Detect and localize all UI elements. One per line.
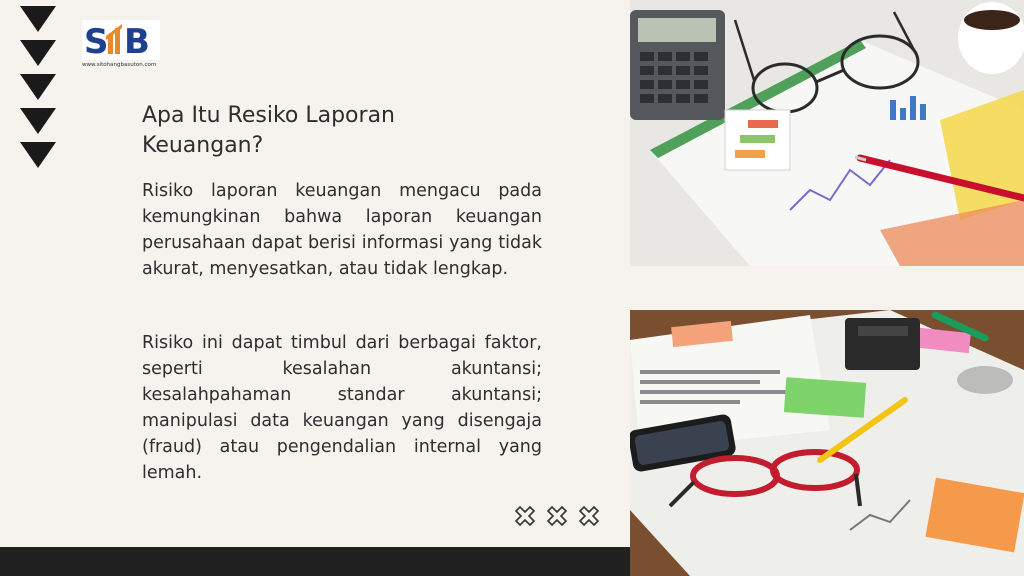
x-outline-icon bbox=[576, 503, 602, 529]
calculator-photo-icon bbox=[630, 0, 1024, 266]
x-outline-icon bbox=[544, 503, 570, 529]
triangle-decoration bbox=[20, 6, 58, 176]
x-pattern-decoration bbox=[512, 503, 602, 529]
triangle-icon bbox=[20, 40, 56, 66]
company-logo bbox=[82, 20, 160, 72]
triangle-icon bbox=[20, 74, 56, 100]
page-title: Apa Itu Resiko Laporan Keuangan? bbox=[142, 103, 395, 158]
triangle-icon bbox=[20, 6, 56, 32]
svg-text:B: B bbox=[124, 22, 150, 60]
paragraph-causes: Risiko ini dapat timbul dari berbagai faktor, seperti kesalahan akuntansi; kesalahpahaman standar akuntansi; manipulasi data keuangan yang disengaja (fraud) atau pengendalian internal yang lemah. bbox=[142, 333, 542, 483]
triangle-icon bbox=[20, 142, 56, 168]
x-outline-icon bbox=[512, 503, 538, 529]
triangle-icon bbox=[20, 108, 56, 134]
svg-text:S: S bbox=[84, 22, 109, 60]
sib-logo-icon bbox=[82, 20, 160, 60]
photo-desk-reports bbox=[630, 310, 1024, 576]
paragraph-definition: Risiko laporan keuangan mengacu pada kemungkinan bahwa laporan keuangan perusahaan dapat berisi informasi yang tidak akurat, menyesatkan, atau tidak lengkap. bbox=[142, 181, 542, 279]
desk-photo-icon bbox=[630, 310, 1024, 576]
logo-url: www.sitohangbasuton.com bbox=[82, 62, 157, 68]
footer-band bbox=[0, 547, 630, 576]
photo-calculator-glasses bbox=[630, 0, 1024, 266]
